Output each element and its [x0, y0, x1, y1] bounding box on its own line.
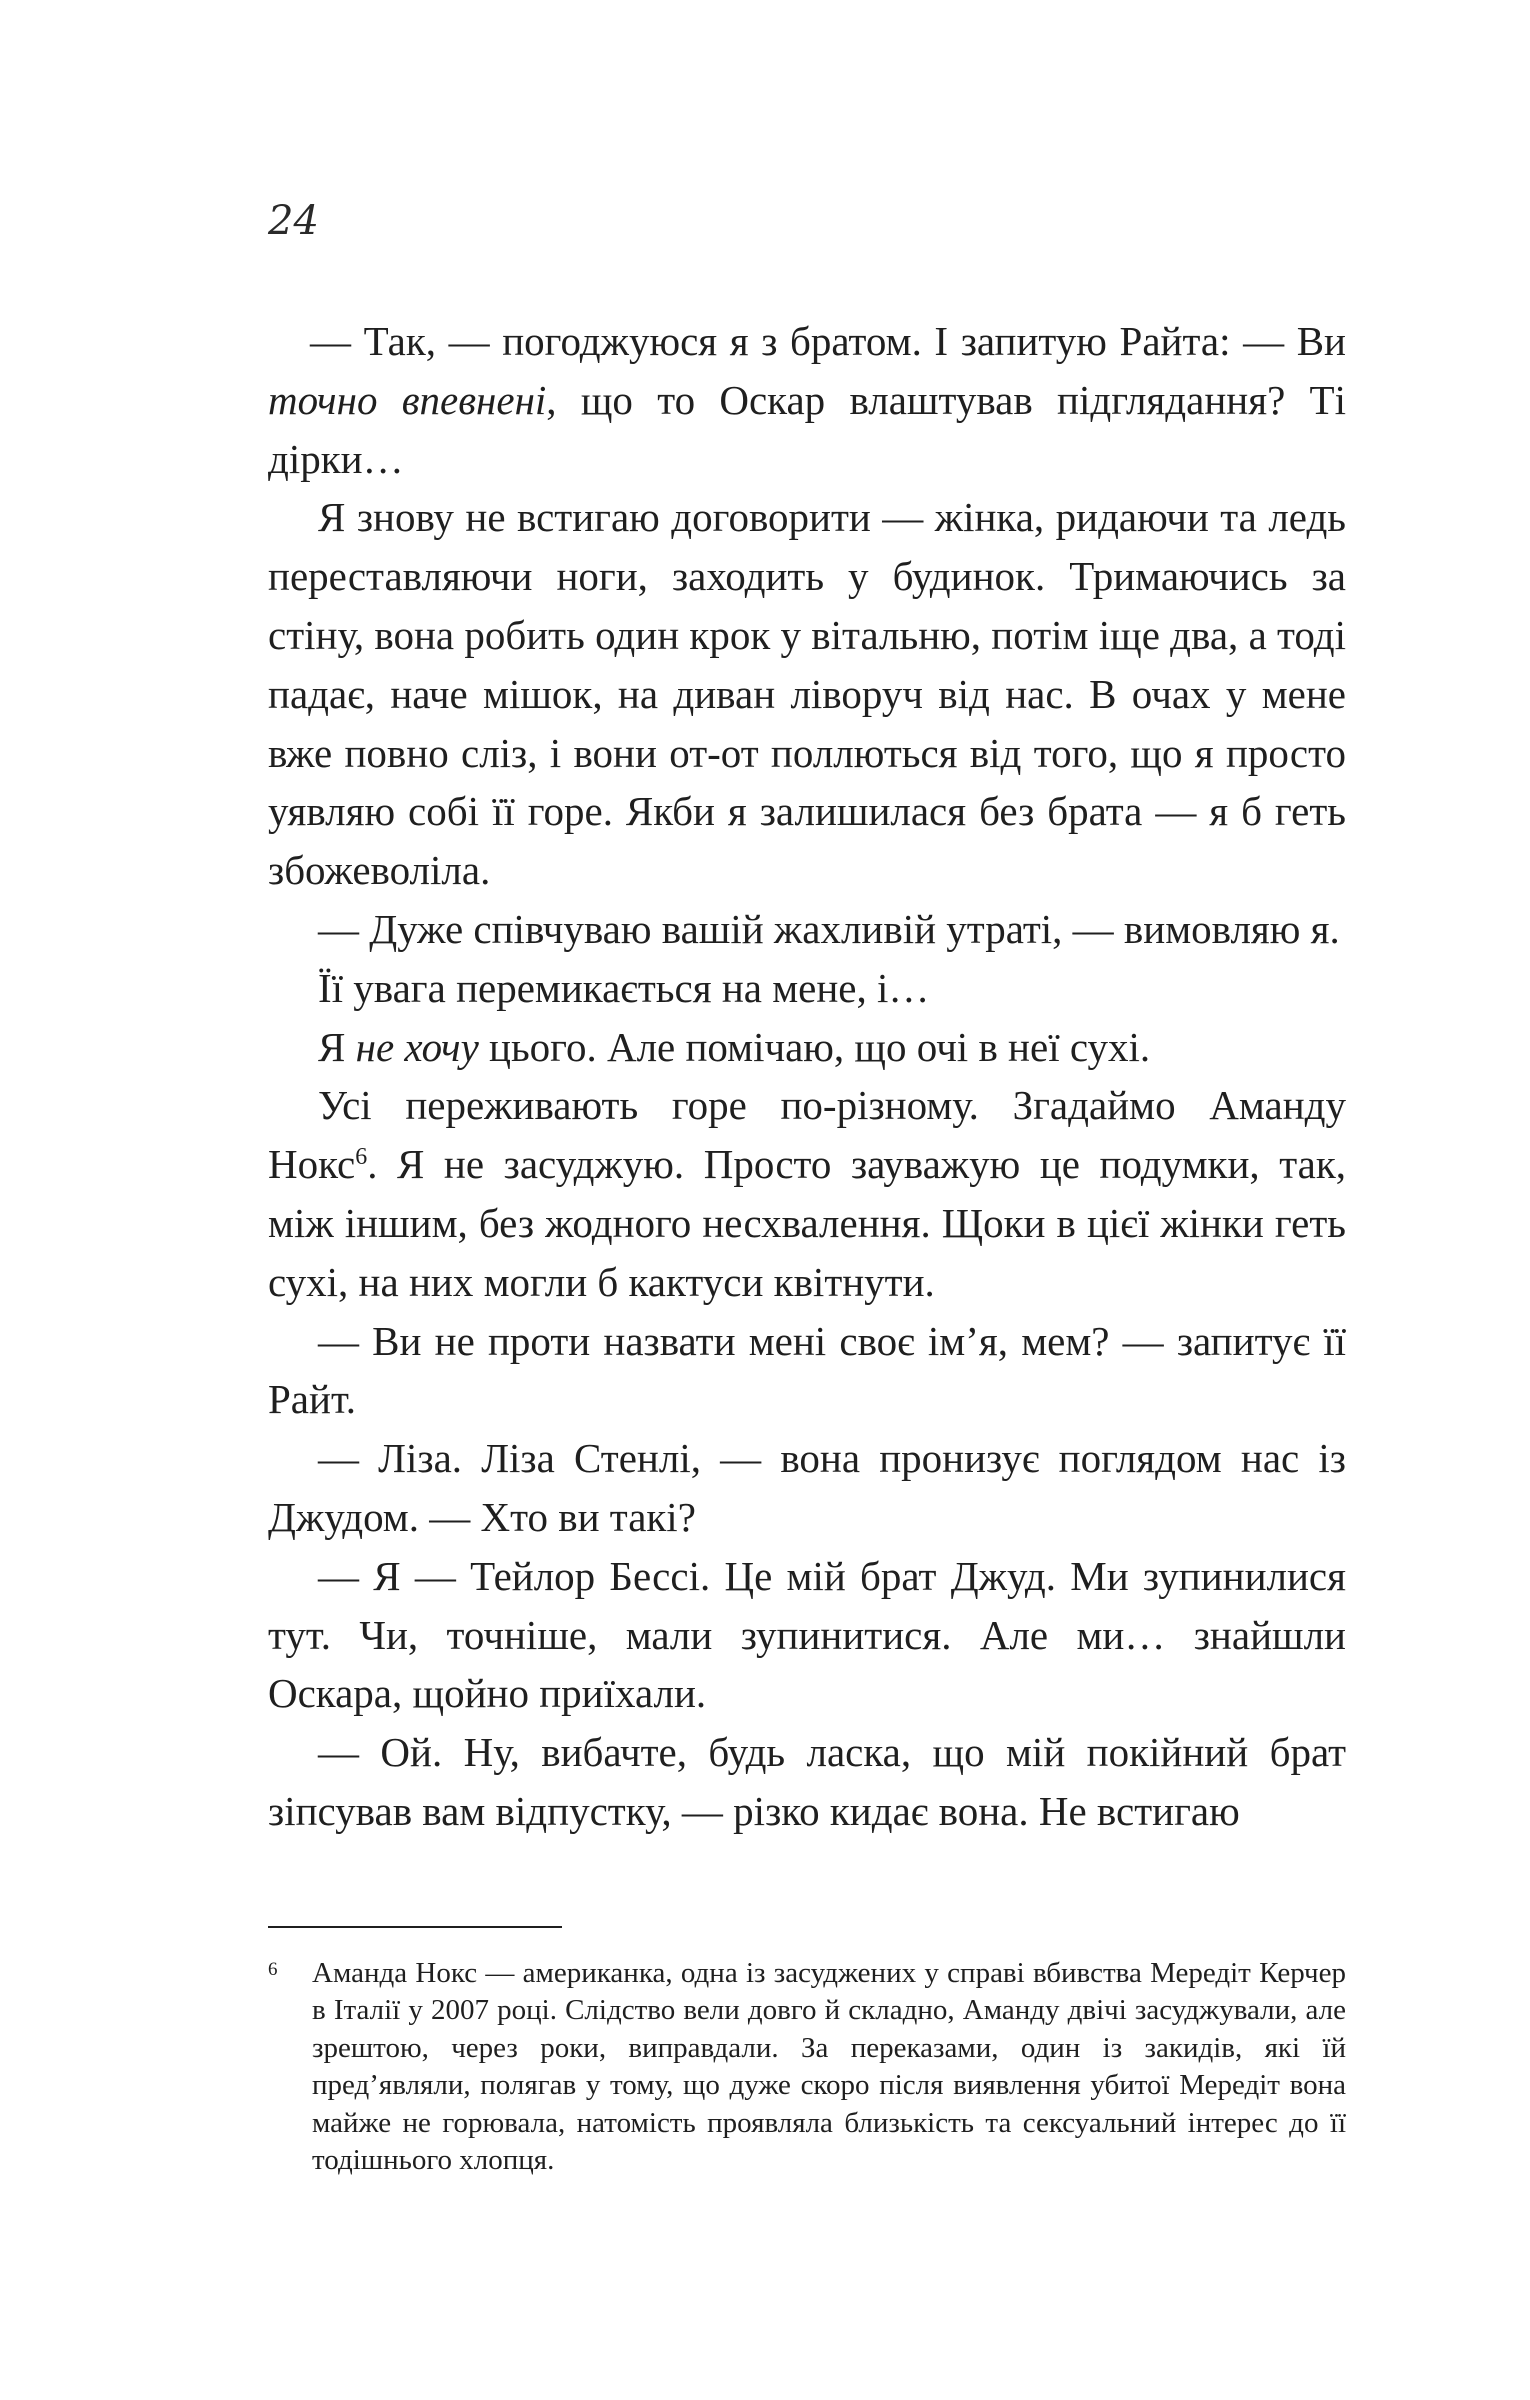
- text-run: — Так, — погоджуюся я з братом. І запитую Райта: — Ви: [310, 318, 1346, 364]
- paragraph: [268, 1076, 1346, 1311]
- text-run: — Ой. Ну, вибачте, будь ласка, що мій покійний брат зіпсував вам відпустку, — різко кидає вона. Не встигаю: [268, 1729, 1346, 1834]
- footnote: [268, 1955, 1346, 2179]
- footnote-rule: [268, 1926, 562, 1928]
- footnote-mark: 6: [268, 1959, 278, 1980]
- paragraph: [268, 959, 1346, 1018]
- text-run: . Я не засуджую. Просто зауважую це подумки, так, між іншим, без жодного несхвалення. Щоки в цієї жінки геть сухі, на них могли б кактуси квітнути.: [268, 1141, 1346, 1305]
- text-run: Усі переживають горе по-різному. Згадаймо Аманду Нокс: [268, 1082, 1346, 1188]
- emphasis-text: не хочу: [355, 1023, 479, 1070]
- text-run: , що то Оскар влаштував підглядання? Ті дірки…: [268, 376, 1346, 482]
- footnote-reference[interactable]: 6: [355, 1144, 368, 1171]
- paragraph: [268, 1018, 1346, 1077]
- page-number: 24: [268, 198, 319, 244]
- text-run: — Ви не проти назвати мені своє ім’я, мем? — запитує її Райт.: [268, 1317, 1346, 1423]
- text-run: Я: [318, 1023, 356, 1070]
- paragraph: [268, 1723, 1346, 1841]
- text-run: — Дуже співчуваю вашій жахливій утраті, — вимовляю я.: [318, 905, 1340, 952]
- body-text: [268, 312, 1346, 1841]
- paragraph: [268, 900, 1346, 959]
- paragraph: [268, 1547, 1346, 1723]
- emphasis-text: точно впевнені: [268, 376, 547, 423]
- text-run: — Ліза. Ліза Стенлі, — вона пронизує поглядом нас із Джудом. — Хто ви такі?: [268, 1435, 1346, 1540]
- paragraph: [268, 1312, 1346, 1430]
- footnote-text: Аманда Нокс — американка, одна із засуджених у справі вбивства Мередіт Керчер в Італії у 2007 році. Слідство вели довго й складно, Аманду двічі засуджували, але зрештою, через роки, виправдали. За переказами, один із закидів, які їй пред’являли, полягав у тому, що дуже скоро після виявлення убитої Мередіт вона майже не горювала, натомість проявляла близькість та сексуальний інтерес до її тодішнього хлопця.: [312, 1957, 1346, 2177]
- paragraph: [268, 1429, 1346, 1547]
- paragraph: [268, 312, 1346, 488]
- text-run: Її увага перемикається на мене, і…: [318, 964, 930, 1011]
- text-run: — Я — Тейлор Бессі. Це мій брат Джуд. Ми зупинилися тут. Чи, точніше, мали зупинитися. Але ми… знайшли Оскара, щойно приїхали.: [268, 1552, 1346, 1717]
- paragraph: [268, 488, 1346, 900]
- text-run: Я знову не встигаю договорити — жінка, ридаючи та ледь переставляючи ноги, заходить у будинок. Тримаючись за стіну, вона робить один крок у вітальню, потім іще два, а тоді падає, наче мішок, на диван ліворуч від нас. В очах у мене вже повно сліз, і вони от-от поллються від того, що я просто уявляю собі її горе. Якби я залишилася без брата — я б геть збожеволіла.: [268, 494, 1346, 894]
- text-run: цього. Але помічаю, що очі в неї сухі.: [478, 1023, 1151, 1070]
